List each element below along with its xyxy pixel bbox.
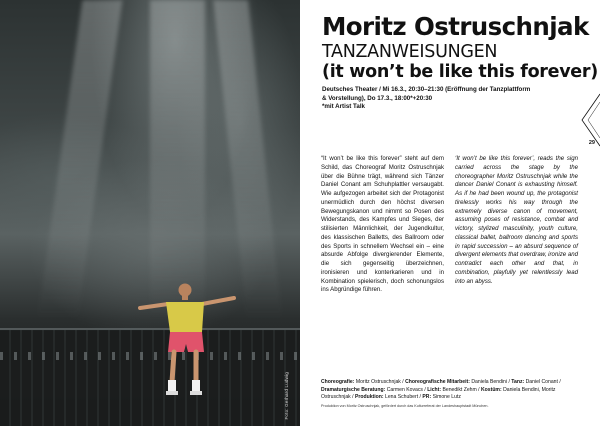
credit-role: Produktion:	[354, 394, 384, 401]
light-beam	[38, 0, 123, 320]
dancer-figure	[130, 278, 240, 398]
performance-dates	[322, 86, 584, 112]
credit-role: Choreografie:	[321, 379, 355, 385]
credit-role: Kostüm:	[481, 386, 502, 393]
diamond-decoration	[574, 88, 600, 152]
credit-role: Tanz:	[511, 379, 525, 385]
text-page	[300, 0, 600, 426]
dates-line: Deutsches Theater / Mi 16.3., 20:30–21:30 (Eröffnung der Tanzplattform	[322, 86, 531, 93]
photo-credit: Foto: Gerhard Ludwig	[284, 372, 289, 420]
light-beam	[150, 0, 205, 320]
piece-subtitle: (it won’t be like this forever)	[322, 62, 598, 82]
piece-title	[322, 42, 598, 82]
credits: Choreografie: Moritz Ostruschnjak / Choreografische Mitarbeit: Daniela Bendini / Tanz: Daniel Conant / Dramaturgische Beratung: Carmen Kovacs / Licht: Benedikt Zehm / Kostüm: Daniela Bendini, Moritz Ostruschnjak / Produktion: Lena Schubert / PR: Simone Lutz	[321, 379, 561, 401]
dates-line: & Vorstellung), Do 17.3., 18:00*+20:30	[322, 94, 433, 102]
credit-name: Lena Schubert	[384, 394, 419, 401]
credit-name: Daniela Bendini	[471, 379, 508, 385]
piece-title-main: TANZANWEISUNGEN	[322, 42, 498, 62]
credit-role: Licht:	[427, 386, 442, 393]
author-name: Moritz Ostruschnjak	[322, 12, 589, 41]
credit-name: Moritz Ostruschnjak	[355, 379, 401, 385]
dates-line: *mit Artist Talk	[322, 103, 365, 111]
credit-name: Simone Lutz	[432, 394, 461, 401]
credit-role: Choreografische Mitarbeit:	[405, 379, 470, 385]
credit-role: Dramaturgische Beratung:	[321, 386, 386, 393]
body-text-english: ‘It won’t be like this forever’, reads the sign carried across the stage by the choreographer Moritz Ostruschnjak while the dancer Daniel Conant is exhausting himself. As if he had been wound up, the protagonist tirelessly works his way through the extremely diverse canon of movement, assuming poses of resistance, combat and victory, stylized masculinity, youth culture, classical ballet, ballroom dancing and sports in rapid succession – an absurd sequence of divergent elements that overdraw, ironize and contradict each other and that, in combination, playfully yet relentlessly lead into an abyss.	[455, 155, 578, 285]
body-text-german: “It won’t be like this forever” steht auf dem Schild, das Choreograf Moritz Ostruschnjak über die Bühne trägt, während sich Tänzer Daniel Conant am Schuhplattler versaugabt. Wie aufgezogen arbeitet sich der Protagonist unermüdlich durch den höchst diversen Bewegungskanon und nimmt so Posen des Widerstands, des Kampfes und Sieges, der stilisierten Männlichkeit, der Jugendkultur, des klassischen Balletts, des Ballroom oder des Sports in schnellem Wechsel ein – eine absurde Abfolge divergierender Elemente, die sich gegenseitig überzeichnen, ironisieren und konterkarieren und in Kombination spielerisch, doch schonungslos ins Abgründige führen.	[321, 155, 444, 294]
page-number: 29	[588, 140, 595, 146]
credit-name: Carmen Kovacs	[386, 386, 423, 393]
credit-name: Benedikt Zehm	[442, 386, 477, 393]
funding-note: Produktion von Moritz Ostruschnjak, gefördert durch das Kulturreferat der Landeshauptstadt München.	[321, 404, 489, 408]
credit-role: PR:	[422, 394, 432, 401]
credit-name: Daniel Conant	[525, 379, 558, 385]
light-beam	[213, 0, 282, 320]
credit-name: Daniela Bendini, Moritz Ostruschnjak	[321, 386, 556, 401]
